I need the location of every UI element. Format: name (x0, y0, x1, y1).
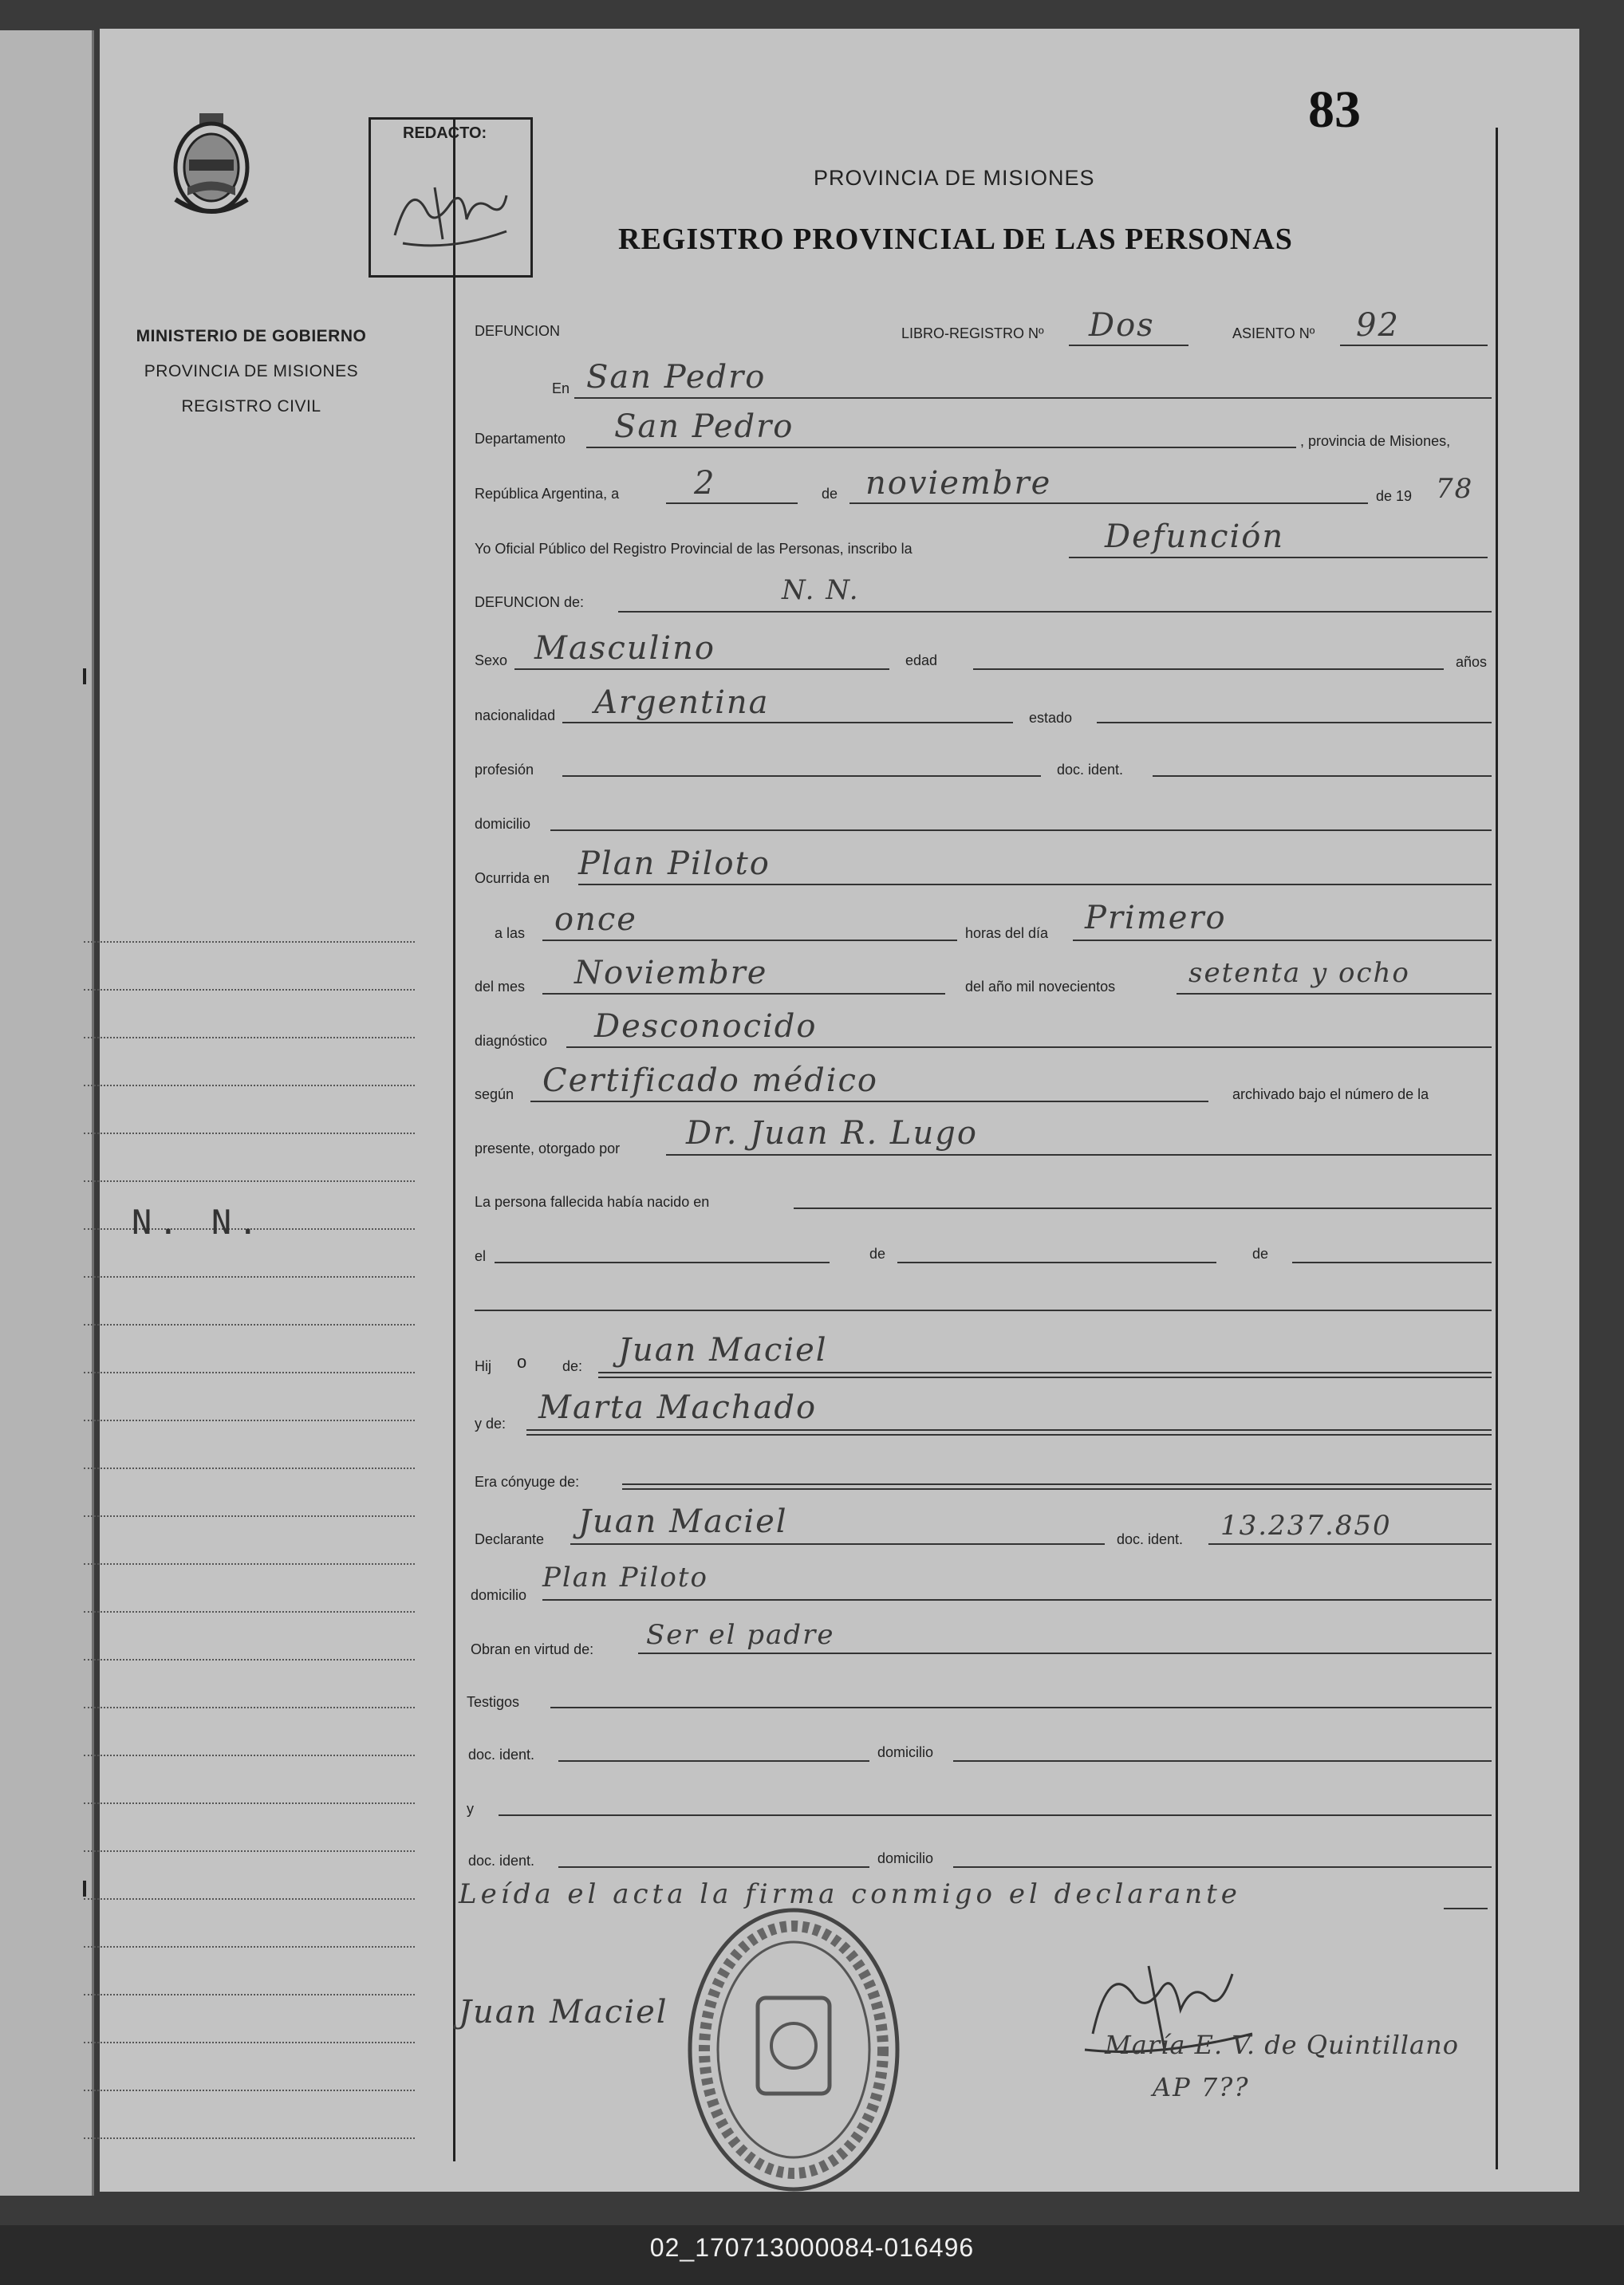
oficial-value: Defunción (1105, 518, 1285, 555)
declarante-label: Declarante (475, 1531, 545, 1547)
el-de2-line (1292, 1262, 1492, 1263)
previous-page-edge (0, 30, 94, 2196)
oficial-label: Yo Oficial Público del Registro Provincial de las Personas, inscribo la (475, 541, 913, 557)
obran-value: Ser el padre (646, 1619, 835, 1651)
margin-rule (84, 2042, 415, 2043)
declarante-doc-value: 13.237.850 (1220, 1510, 1392, 1542)
redacto-label: REDACTO: (403, 124, 487, 142)
a-las-line (542, 940, 957, 941)
y-line (499, 1814, 1492, 1816)
el-line (495, 1262, 830, 1263)
margin-rule (84, 1037, 415, 1038)
y-de-value: Marta Machado (538, 1389, 818, 1426)
testigo2-domicilio-label: domicilio (877, 1850, 934, 1866)
departamento-label: Departamento (475, 431, 566, 447)
horas-label: horas del día (965, 925, 1049, 941)
testigo1-domicilio-line (953, 1760, 1492, 1762)
obran-line (638, 1653, 1492, 1654)
domicilio2-line (542, 1599, 1492, 1601)
margin-rule (84, 1611, 415, 1613)
archivado-label: archivado bajo el número de la (1232, 1086, 1429, 1102)
horas-line (1073, 940, 1492, 941)
asiento-value: 92 (1356, 307, 1400, 344)
blank-line (475, 1310, 1492, 1311)
margin-rule (84, 1563, 415, 1565)
registry-seal-icon (682, 1902, 905, 2197)
nacionalidad-label: nacionalidad (475, 707, 556, 723)
profesion-line (562, 775, 1041, 777)
segun-value: Certificado médico (542, 1062, 878, 1099)
hijo-value: Juan Maciel (618, 1332, 828, 1369)
segun-line (530, 1101, 1208, 1102)
declarante-doc-line (1208, 1543, 1492, 1545)
defuncion-de-label: DEFUNCION de: (475, 594, 585, 610)
el-label: el (475, 1248, 487, 1264)
declarante-line (570, 1543, 1105, 1545)
margin-rule (84, 1802, 415, 1804)
month-line (849, 502, 1368, 504)
ministry-registry: REGISTRO CIVIL (181, 397, 321, 416)
nacido-label: La persona fallecida había nacido en (475, 1194, 710, 1210)
testigo1-domicilio-label: domicilio (877, 1744, 934, 1760)
a-las-value: once (554, 901, 637, 938)
margin-rule (84, 1898, 415, 1900)
margin-rule (84, 1946, 415, 1948)
domicilio-line (550, 829, 1492, 831)
hijo-suffix: o (517, 1352, 527, 1372)
leida-text: Leída el acta la firma conmigo el declarante (459, 1878, 1241, 1910)
departamento-value: San Pedro (614, 408, 794, 445)
official-number: AP 7?? (1153, 2072, 1250, 2102)
edad-line (973, 668, 1444, 670)
margin-note: N. N. (132, 1203, 265, 1242)
margin-rule (84, 1755, 415, 1756)
margin-rule (84, 2137, 415, 2139)
el-de-label: de (869, 1246, 886, 1262)
en-label: En (552, 380, 570, 396)
obran-label: Obran en virtud de: (471, 1641, 594, 1657)
diagnostico-value: Desconocido (594, 1008, 818, 1045)
margin-rule (84, 1133, 415, 1134)
margin-rule (84, 1994, 415, 1995)
doc-ident-label: doc. ident. (1057, 762, 1124, 778)
margin-rule (84, 1372, 415, 1373)
conyuge-label: Era cónyuge de: (475, 1474, 580, 1490)
hijo-label: Hij (475, 1358, 491, 1374)
page-number: 83 (1308, 81, 1361, 139)
hijo-line (598, 1372, 1492, 1373)
declarante-value: Juan Maciel (578, 1503, 788, 1540)
day-value: 2 (694, 465, 716, 502)
asiento-line (1340, 345, 1488, 346)
doc-ident-line (1153, 775, 1492, 777)
margin-rule (84, 1420, 415, 1421)
margin-rule (84, 2090, 415, 2091)
conyuge-line-2 (622, 1488, 1492, 1490)
libro-label: LIBRO-REGISTRO Nº (901, 325, 1044, 341)
en-line (574, 397, 1492, 399)
year-label: de 19 (1376, 488, 1413, 504)
asiento-label: ASIENTO Nº (1232, 325, 1315, 341)
segun-label: según (475, 1086, 514, 1102)
el-de-line (897, 1262, 1216, 1263)
domicilio2-value: Plan Piloto (542, 1562, 708, 1594)
estado-line (1097, 722, 1492, 723)
a-las-label: a las (495, 925, 526, 941)
ocurrida-value: Plan Piloto (578, 845, 771, 882)
margin-rule (84, 1468, 415, 1469)
nacionalidad-value: Argentina (594, 684, 770, 721)
defuncion-de-value: N. N. (782, 574, 860, 606)
year-value: 78 (1436, 473, 1474, 505)
del-ano-label: del año mil novecientos (965, 979, 1116, 995)
redactor-signature-icon (387, 163, 514, 259)
diagnostico-line (566, 1046, 1492, 1048)
oficial-line (1069, 557, 1488, 558)
margin-rule (84, 1659, 415, 1661)
del-mes-label: del mes (475, 979, 526, 995)
header-registry: REGISTRO PROVINCIAL DE LAS PERSONAS (618, 223, 1293, 256)
ocurrida-label: Ocurrida en (475, 870, 550, 886)
presente-label: presente, otorgado por (475, 1141, 621, 1156)
presente-value: Dr. Juan R. Lugo (686, 1115, 978, 1152)
sexo-value: Masculino (534, 630, 715, 667)
departamento-line (586, 447, 1296, 448)
margin-rule (84, 1515, 415, 1517)
ministry-province: PROVINCIA DE MISIONES (144, 362, 359, 380)
ocurrida-line (578, 884, 1492, 885)
del-mes-value: Noviembre (574, 955, 768, 991)
page-mark (83, 668, 86, 684)
redacto-box (369, 117, 533, 278)
day-line (666, 502, 798, 504)
form-right-rule (1496, 128, 1498, 2169)
sexo-label: Sexo (475, 652, 508, 668)
margin-rule (84, 989, 415, 991)
testigos-label: Testigos (467, 1694, 520, 1710)
republica-label: República Argentina, a (475, 486, 620, 502)
margin-rule (84, 1180, 415, 1182)
hijo-de-label: de: (562, 1358, 583, 1374)
margin-rule (84, 941, 415, 943)
defuncion-title: DEFUNCION (475, 323, 560, 339)
y-label: y (467, 1801, 474, 1817)
ministry-block (104, 327, 399, 432)
y-de-line-2 (526, 1434, 1492, 1436)
libro-line (1069, 345, 1188, 346)
testigo1-doc-line (558, 1760, 869, 1762)
image-id-caption: 02_170713000084-016496 (649, 2233, 975, 2262)
domicilio-label: domicilio (475, 816, 531, 832)
testigo2-doc-label: doc. ident. (468, 1853, 535, 1869)
anos-label: años (1456, 654, 1488, 670)
declarante-doc-label: doc. ident. (1117, 1531, 1184, 1547)
leida-line (1444, 1908, 1488, 1909)
del-ano-value: setenta y ocho (1188, 957, 1410, 989)
el-de2-label: de (1252, 1246, 1269, 1262)
form-left-rule (453, 120, 455, 2161)
domicilio2-label: domicilio (471, 1587, 527, 1603)
margin-rule (84, 1850, 415, 1852)
testigo1-doc-label: doc. ident. (468, 1747, 535, 1763)
provincia-misiones-label: , provincia de Misiones, (1300, 433, 1451, 449)
margin-rule (84, 1324, 415, 1326)
estado-label: estado (1029, 710, 1073, 726)
month-de-label: de (822, 486, 838, 502)
misiones-coat-of-arms-icon (164, 112, 259, 223)
margin-rule (84, 1085, 415, 1086)
del-ano-line (1177, 993, 1492, 995)
y-de-label: y de: (475, 1416, 507, 1432)
diagnostico-label: diagnóstico (475, 1033, 548, 1049)
testigo2-doc-line (558, 1866, 869, 1868)
y-de-line (526, 1429, 1492, 1431)
hijo-line-2 (598, 1377, 1492, 1378)
edad-label: edad (905, 652, 938, 668)
header-province: PROVINCIA DE MISIONES (814, 166, 1095, 190)
horas-value: Primero (1085, 900, 1227, 936)
presente-line (666, 1154, 1492, 1156)
margin-rule (84, 1707, 415, 1708)
del-mes-line (542, 993, 945, 995)
libro-value: Dos (1089, 307, 1155, 344)
declarante-signature: Juan Maciel (459, 1994, 668, 2031)
testigos-line (550, 1707, 1492, 1708)
official-name: María E. V. de Quintillano (1105, 2030, 1459, 2060)
page-mark (83, 1881, 86, 1897)
month-value: noviembre (865, 465, 1052, 502)
defuncion-de-line (618, 611, 1492, 613)
profesion-label: profesión (475, 762, 534, 778)
ministry-name: MINISTERIO DE GOBIERNO (136, 327, 367, 345)
en-value: San Pedro (586, 359, 767, 396)
nacido-line (794, 1208, 1492, 1209)
nacionalidad-line (562, 722, 1013, 723)
sexo-line (514, 668, 889, 670)
testigo2-domicilio-line (953, 1866, 1492, 1868)
margin-rule (84, 1276, 415, 1278)
conyuge-line (622, 1483, 1492, 1485)
